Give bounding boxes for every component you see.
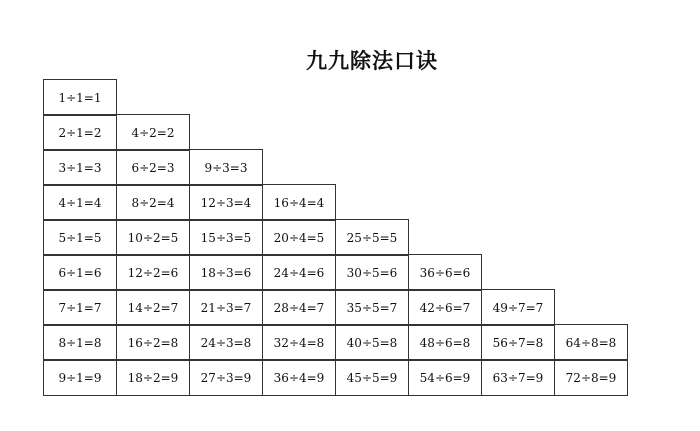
table-cell: 14÷2=7 [116,289,190,326]
table-cell: 3÷1=3 [43,149,117,186]
table-row [43,359,628,395]
table-cell: 28÷4=7 [262,289,336,326]
table-cell: 54÷6=9 [408,359,482,396]
table-cell: 7÷1=7 [43,289,117,326]
table-cell: 8÷2=4 [116,184,190,221]
table-cell: 27÷3=9 [189,359,263,396]
table-cell: 24÷3=8 [189,324,263,361]
table-cell: 2÷1=2 [43,114,117,151]
table-row [43,79,628,115]
table-cell: 24÷4=6 [262,254,336,291]
table-cell: 8÷1=8 [43,324,117,361]
table-row [43,184,628,220]
table-cell: 18÷2=9 [116,359,190,396]
table-cell: 35÷5=7 [335,289,409,326]
page-title: 九九除法口诀 [306,48,438,73]
table-row [43,219,628,255]
table-cell: 36÷6=6 [408,254,482,291]
table-cell: 45÷5=9 [335,359,409,396]
table-cell: 42÷6=7 [408,289,482,326]
table-cell: 72÷8=9 [554,359,628,396]
table-row [43,289,628,325]
table-cell: 4÷1=4 [43,184,117,221]
table-row [43,254,628,290]
table-cell: 20÷4=5 [262,219,336,256]
table-cell: 25÷5=5 [335,219,409,256]
table-cell: 16÷2=8 [116,324,190,361]
table-cell: 12÷3=4 [189,184,263,221]
table-cell: 9÷1=9 [43,359,117,396]
table-cell: 49÷7=7 [481,289,555,326]
table-cell: 5÷1=5 [43,219,117,256]
table-row [43,114,628,150]
table-cell: 12÷2=6 [116,254,190,291]
table-cell: 32÷4=8 [262,324,336,361]
table-cell: 1÷1=1 [43,79,117,116]
table-cell: 18÷3=6 [189,254,263,291]
table-cell: 21÷3=7 [189,289,263,326]
table-cell: 9÷3=3 [189,149,263,186]
table-cell: 36÷4=9 [262,359,336,396]
table-cell: 63÷7=9 [481,359,555,396]
table-cell: 48÷6=8 [408,324,482,361]
table-cell: 56÷7=8 [481,324,555,361]
table-cell: 30÷5=6 [335,254,409,291]
table-cell: 10÷2=5 [116,219,190,256]
table-cell: 40÷5=8 [335,324,409,361]
table-cell: 64÷8=8 [554,324,628,361]
table-cell: 4÷2=2 [116,114,190,151]
table-cell: 6÷1=6 [43,254,117,291]
table-cell: 15÷3=5 [189,219,263,256]
division-table [43,79,628,395]
table-row [43,149,628,185]
table-row [43,324,628,360]
table-cell: 16÷4=4 [262,184,336,221]
table-cell: 6÷2=3 [116,149,190,186]
